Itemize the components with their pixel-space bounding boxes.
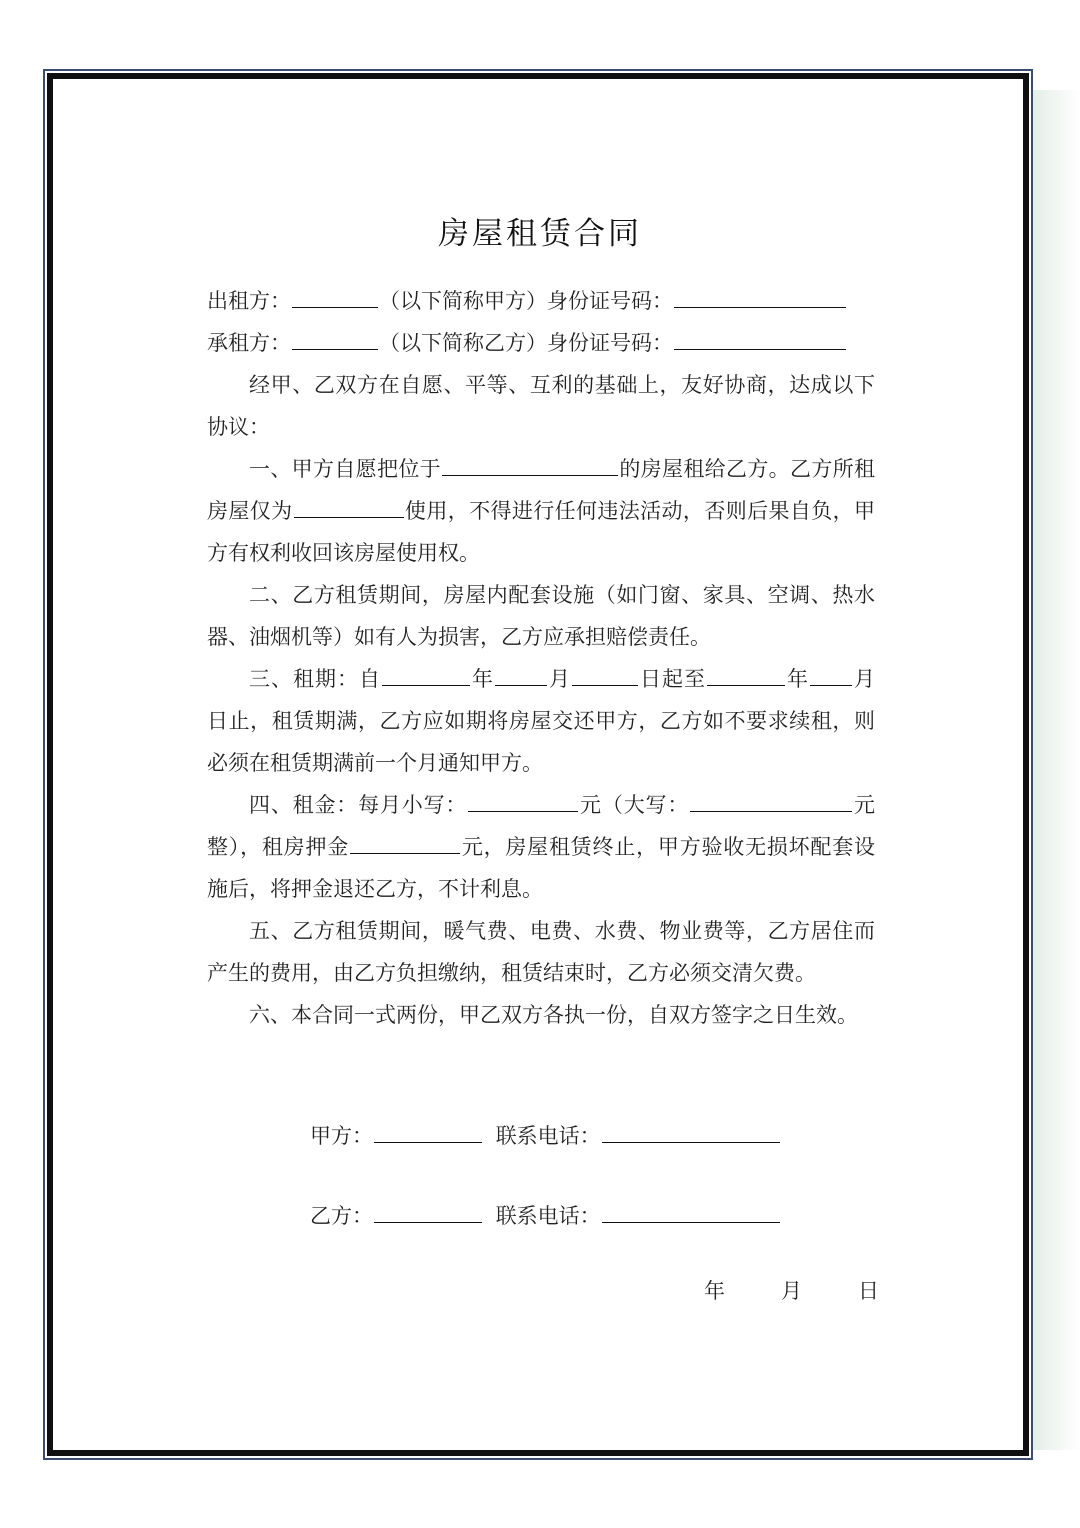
- start-day-blank[interactable]: [572, 659, 638, 686]
- lessor-line: 出租方： （以下简称甲方）身份证号码：: [207, 280, 875, 322]
- clause-3: 三、租期：自 年 月 日起至 年 月日止，租赁期满，乙方应如期将房屋交还甲方，乙方如不要求续租，则必须在租赁期满前一个月通知甲方。: [207, 658, 875, 784]
- lessee-line: 承租方： （以下简称乙方）身份证号码：: [207, 322, 875, 364]
- clause-2: 二、乙方租赁期间，房屋内配套设施（如门窗、家具、空调、热水器、油烟机等）如有人为损害，乙方应承担赔偿责任。: [207, 583, 875, 649]
- intro-paragraph: 经甲、乙双方在自愿、平等、互利的基础上，友好协商，达成以下协议：: [207, 373, 875, 439]
- party-a-signature-blank[interactable]: [374, 1116, 482, 1143]
- rent-uppercase-blank[interactable]: [690, 785, 852, 812]
- start-month-blank[interactable]: [495, 659, 547, 686]
- end-year-blank[interactable]: [707, 659, 785, 686]
- clause-4: 四、租金：每月小写： 元（大写： 元整），租房押金 元，房屋租赁终止，甲方验收无损坏配套设施后，将押金退还乙方，不计利息。: [207, 784, 875, 910]
- lessee-id-blank[interactable]: [674, 323, 846, 350]
- party-b-signature-row: 乙方： 联系电话：: [310, 1196, 781, 1231]
- contract-body: [207, 280, 875, 1036]
- lessee-name-blank[interactable]: [292, 323, 378, 350]
- document-title: 房屋租赁合同: [438, 216, 642, 252]
- start-year-blank[interactable]: [382, 659, 470, 686]
- clause-5: 五、乙方租赁期间，暖气费、电费、水费、物业费等，乙方居住而产生的费用，由乙方负担缴纳，租赁结束时，乙方必须交清欠费。: [207, 919, 875, 985]
- address-blank[interactable]: [442, 449, 618, 476]
- monthly-rent-blank[interactable]: [468, 785, 578, 812]
- end-month-blank[interactable]: [810, 659, 852, 686]
- party-b-signature-blank[interactable]: [374, 1196, 482, 1223]
- deposit-blank[interactable]: [350, 827, 460, 854]
- lessor-id-blank[interactable]: [674, 281, 846, 308]
- party-a-phone-blank[interactable]: [602, 1116, 780, 1143]
- usage-blank[interactable]: [294, 491, 404, 518]
- party-b-phone-blank[interactable]: [602, 1196, 780, 1223]
- clause-6: 六、本合同一式两份，甲乙双方各执一份，自双方签字之日生效。: [249, 1003, 858, 1027]
- lessor-name-blank[interactable]: [292, 281, 378, 308]
- signing-date: 年 月 日: [704, 1279, 879, 1303]
- party-a-signature-row: 甲方： 联系电话：: [310, 1116, 781, 1151]
- clause-1: 一、甲方自愿把位于 的房屋租给乙方。乙方所租房屋仅为 使用，不得进行任何违法活动，否则后果自负，甲方有权利收回该房屋使用权。: [207, 448, 875, 574]
- page-shadow: [1032, 90, 1080, 1450]
